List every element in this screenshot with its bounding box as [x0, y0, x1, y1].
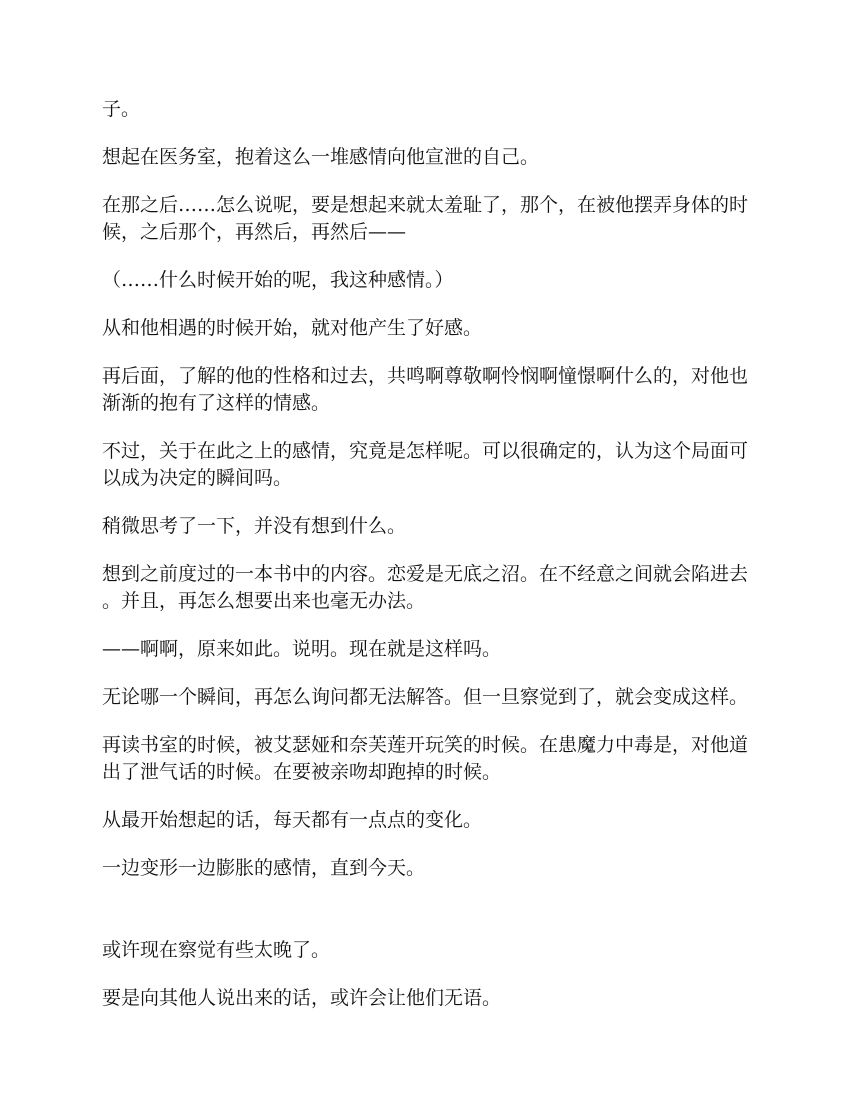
paragraph: 想到之前度过的一本书中的内容。恋爱是无底之沼。在不经意之间就会陷进去。并且，再怎么想要出来也毫无办法。: [102, 563, 749, 612]
paragraph: （……什么时候开始的呢，我这种感情。）: [102, 269, 454, 291]
paragraph: 子。: [102, 98, 141, 120]
paragraph: 不过，关于在此之上的感情，究竟是怎样呢。可以很确定的，认为这个局面可以成为决定的瞬间吗。: [102, 440, 749, 489]
paragraph: 无论哪一个瞬间，再怎么询问都无法解答。但一旦察觉到了，就会变成这样。: [102, 686, 749, 708]
paragraph: 从最开始想起的话，每天都有一点点的变化。: [102, 809, 483, 831]
paragraph: 稍微思考了一下，并没有想到什么。: [102, 515, 407, 537]
paragraph: 要是向其他人说出来的话，或许会让他们无语。: [102, 987, 502, 1009]
paragraph: 再读书室的时候，被艾瑟娅和奈芙莲开玩笑的时候。在患魔力中毒是，对他道出了泄气话的时候。在要被亲吻却跑掉的时候。: [102, 734, 749, 783]
paragraph: 再后面，了解的他的性格和过去，共鸣啊尊敬啊怜悯啊憧憬啊什么的，对他也渐渐的抱有了这样的情感。: [102, 365, 749, 414]
paragraph: ——啊啊，原来如此。说明。现在就是这样吗。: [102, 638, 502, 660]
document-body: [102, 96, 752, 1012]
paragraph: 从和他相遇的时候开始，就对他产生了好感。: [102, 317, 483, 339]
paragraph: 或许现在察觉有些太晚了。: [102, 939, 331, 961]
paragraph: 一边变形一边膨胀的感情，直到今天。: [102, 857, 426, 879]
paragraph: 在那之后……怎么说呢，要是想起来就太羞耻了，那个，在被他摆弄身体的时候，之后那个，再然后，再然后——: [102, 194, 749, 243]
paragraph: 想起在医务室，抱着这么一堆感情向他宣泄的自己。: [102, 146, 540, 168]
